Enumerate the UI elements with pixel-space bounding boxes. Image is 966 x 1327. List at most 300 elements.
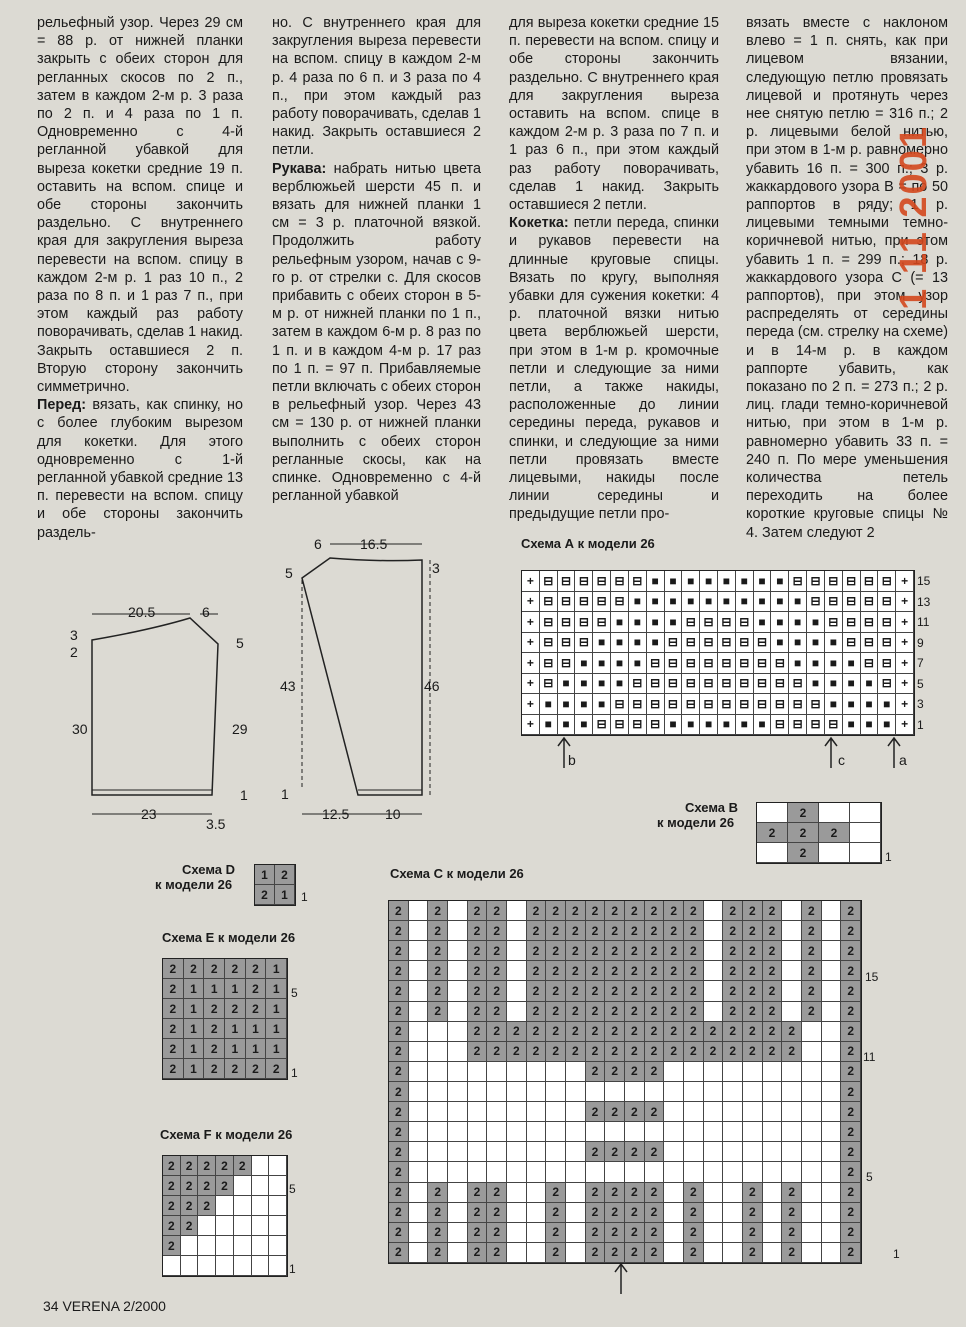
grid-cell: ⊟ [825,612,843,633]
grid-cell: 2 [546,901,566,921]
grid-cell: ⊟ [843,612,861,633]
grid-cell: ⊟ [665,674,683,695]
scheme-b-grid [756,802,882,864]
grid-cell [822,1183,842,1203]
grid-cell: ⊟ [754,653,772,674]
grid-cell: ■ [789,612,807,633]
grid-cell [664,1062,684,1082]
grid-cell: ⊟ [647,674,665,695]
grid-cell: 2 [841,1102,861,1122]
grid-cell: 2 [645,1243,665,1263]
grid-cell: + [522,715,540,736]
grid-cell: 2 [428,921,448,941]
grid-cell: 2 [605,961,625,981]
grid-cell: 2 [163,1176,181,1196]
grid-cell: 2 [389,941,409,961]
grid-cell: 2 [605,901,625,921]
grid-cell: 2 [181,1156,199,1176]
scheme-f-grid [162,1155,288,1277]
grid-cell [507,1223,527,1243]
grid-cell: 2 [586,981,606,1001]
grid-cell [664,1223,684,1243]
grid-cell: 2 [625,921,645,941]
grid-cell [527,1243,547,1263]
grid-cell: 2 [605,981,625,1001]
grid-cell [409,1203,429,1223]
grid-cell: 1 [184,999,205,1019]
grid-cell [527,1062,547,1082]
grid-cell: ■ [575,715,593,736]
grid-cell: 2 [763,1022,783,1042]
grid-cell: ■ [611,653,629,674]
grid-cell [684,1142,704,1162]
grid-cell [743,1122,763,1142]
grid-cell [782,1122,802,1142]
grid-cell [181,1256,199,1276]
grid-cell [409,1122,429,1142]
grid-cell: ■ [665,571,683,592]
grid-cell: ⊟ [878,592,896,613]
grid-cell: 2 [389,1183,409,1203]
grid-cell: ■ [540,715,558,736]
grid-cell: 2 [389,1022,409,1042]
grid-cell [723,1203,743,1223]
grid-cell: ■ [647,633,665,654]
grid-cell: ■ [629,592,647,613]
grid-cell [216,1236,234,1256]
grid-cell: ⊟ [718,674,736,695]
grid-cell: 1 [184,1059,205,1079]
grid-cell [704,1162,724,1182]
grid-cell [664,1183,684,1203]
grid-cell: ⊟ [789,694,807,715]
grid-cell [566,1162,586,1182]
grid-cell: ⊟ [647,653,665,674]
grid-cell: 2 [664,921,684,941]
grid-cell: 2 [389,1002,409,1022]
grid-cell: 2 [684,1243,704,1263]
grid-cell: 2 [428,1183,448,1203]
dim-label: 5 [285,565,293,581]
grid-cell: 2 [684,961,704,981]
grid-cell: ⊟ [665,694,683,715]
scheme-b-caption: к модели 26 [657,815,735,830]
grid-cell: ■ [647,592,665,613]
grid-cell: 2 [743,961,763,981]
grid-cell [684,1162,704,1182]
grid-cell: 2 [586,921,606,941]
grid-cell: ⊟ [665,633,683,654]
grid-cell: 2 [645,1062,665,1082]
grid-cell: ⊟ [682,653,700,674]
grid-cell: 2 [664,901,684,921]
grid-cell [704,981,724,1001]
grid-cell [428,1082,448,1102]
grid-cell: 2 [389,1243,409,1263]
grid-cell: 2 [743,1223,763,1243]
grid-cell: 2 [625,1042,645,1062]
grid-cell: 2 [389,901,409,921]
grid-cell: 2 [723,921,743,941]
grid-cell [409,941,429,961]
paragraph: набрать нитью цвета верблюжьей шерсти 45 п. и вязать для нижней планки 1 см = 3 р. платочной вязкой. Продолжить работу рельефным узором, начав с 9-го р. от стрелки с. Для скосов прибавить с обеих сторон в 5-м р. от нижней планки по 1 п., затем в каждом 6-м р. 8 раз по 1 п. и в каждом 4-м р. 17 раз по 1 п. = 97 п. Прибавляемые петли включать с обеих сторон в рельефный узор. Через 43 см = 130 р. от нижней планки выполнить с обеих сторон регланные скосы, как на спинке. Одновременно с 4-й регланной убавкой [272,160,481,505]
paragraph: рельефный узор. Через 29 см = 88 р. от нижней планки закрыть с обеих сторон для регланных скосов по 2 п., затем в каждом 2-м р. 3 раза по 2 п. и 4 раза по 1 п. Одновременно с 4-й регланной убавкой для выреза кокетки средние 19 п. оставить на вспом. спице и обе стороны закончить раздельно. С внутреннего края для закругления выреза перевести на вспом. спицу в каждом 2-м р. 1 раз 10 п., 2 раза по 8 п. и 1 раз 7 п., при этом каждый раз работу поворачивать, сделав 1 накид. Закрыть оставшиеся 2 п. Вторую сторону закончить симметрично. [37,15,243,396]
grid-cell: 2 [723,1002,743,1022]
grid-cell: 2 [841,1243,861,1263]
grid-cell: ⊟ [629,571,647,592]
grid-cell: ⊟ [878,633,896,654]
grid-cell: 2 [684,941,704,961]
grid-cell [757,803,788,823]
grid-cell: 2 [246,979,267,999]
grid-cell [252,1196,270,1216]
grid-cell [802,1022,822,1042]
grid-cell: ⊟ [647,715,665,736]
grid-cell: ⊟ [736,612,754,633]
grid-cell: 2 [527,901,547,921]
grid-cell [566,1062,586,1082]
grid-cell [527,1162,547,1182]
grid-cell [448,1022,468,1042]
row-label: 5 [291,986,298,1000]
dim-label: 23 [141,806,157,822]
grid-cell: 2 [841,961,861,981]
grid-cell [822,1122,842,1142]
grid-cell: 2 [841,901,861,921]
scheme-a-grid [521,570,915,736]
grid-cell: 2 [605,1142,625,1162]
grid-cell [704,921,724,941]
grid-cell [664,1162,684,1182]
grid-cell [409,921,429,941]
grid-cell: ⊟ [700,653,718,674]
grid-cell: ■ [861,694,879,715]
grid-cell: 2 [841,1002,861,1022]
grid-cell: 2 [566,921,586,941]
grid-cell: 1 [184,1039,205,1059]
grid-cell: ⊟ [789,674,807,695]
grid-cell: 2 [645,1203,665,1223]
grid-cell: 2 [204,999,225,1019]
grid-cell: 2 [428,1002,448,1022]
grid-cell [198,1256,216,1276]
grid-cell: 2 [743,921,763,941]
grid-cell [448,961,468,981]
arrow-label-a: a [899,752,907,768]
grid-cell: 2 [645,961,665,981]
grid-cell: ■ [700,571,718,592]
grid-cell: 2 [788,803,819,823]
grid-cell: 2 [684,1223,704,1243]
grid-cell: + [522,592,540,613]
grid-cell: ⊟ [540,674,558,695]
grid-cell: 2 [204,1059,225,1079]
grid-cell: ■ [629,612,647,633]
grid-cell [782,1162,802,1182]
grid-cell: 2 [163,1236,181,1256]
grid-cell [507,981,527,1001]
row-label: 13 [917,594,931,609]
grid-cell [507,1142,527,1162]
grid-cell [448,1002,468,1022]
grid-cell: 2 [605,1002,625,1022]
grid-cell [850,803,881,823]
grid-cell: ■ [754,612,772,633]
grid-cell [409,1142,429,1162]
grid-cell: 2 [389,921,409,941]
grid-cell: ⊟ [878,674,896,695]
grid-cell: 2 [428,941,448,961]
grid-cell [216,1216,234,1236]
grid-cell: 2 [487,981,507,1001]
grid-cell: ⊟ [558,592,576,613]
grid-cell: ⊟ [629,674,647,695]
grid-cell: ■ [665,612,683,633]
grid-cell: 2 [163,1019,184,1039]
row-label: 9 [917,635,924,650]
grid-cell: ⊟ [540,653,558,674]
grid-cell: 2 [389,1042,409,1062]
grid-cell [409,901,429,921]
text-column-2 [272,14,481,505]
grid-cell: 2 [389,1223,409,1243]
grid-cell: 2 [743,901,763,921]
dim-label: 2 [70,644,78,660]
grid-cell: ■ [611,633,629,654]
grid-cell [216,1256,234,1276]
grid-cell: 2 [546,1022,566,1042]
grid-cell: 2 [664,1022,684,1042]
dim-label: 3.5 [206,816,226,832]
grid-cell: 1 [204,979,225,999]
grid-cell: ■ [754,715,772,736]
grid-cell [566,1183,586,1203]
grid-cell: 2 [507,1042,527,1062]
grid-cell [782,1062,802,1082]
grid-cell: ■ [540,694,558,715]
grid-cell [743,1142,763,1162]
section-heading-front: Перед: [37,397,87,414]
grid-cell [428,1162,448,1182]
grid-cell [763,1223,783,1243]
grid-cell [507,1122,527,1142]
grid-cell: 2 [625,1223,645,1243]
grid-cell [507,921,527,941]
grid-cell: 2 [645,1183,665,1203]
grid-cell: 2 [468,1002,488,1022]
grid-cell [802,1102,822,1122]
grid-cell: 2 [625,1203,645,1223]
grid-cell: 1 [266,979,287,999]
grid-cell: 2 [841,1223,861,1243]
grid-cell [723,1062,743,1082]
grid-cell: ■ [575,694,593,715]
grid-cell [605,1082,625,1102]
grid-cell [269,1256,287,1276]
grid-cell: 2 [527,1022,547,1042]
grid-cell: 2 [487,941,507,961]
grid-cell: 2 [428,1203,448,1223]
grid-cell: 2 [645,981,665,1001]
grid-cell: 2 [184,959,205,979]
grid-cell [782,1002,802,1022]
grid-cell: ⊟ [558,653,576,674]
grid-cell [822,1142,842,1162]
dim-label: 1 [240,787,248,803]
grid-cell [850,843,881,863]
grid-cell: ⊟ [718,653,736,674]
grid-cell: ■ [647,571,665,592]
grid-cell: ■ [754,571,772,592]
dim-label: 6 [314,536,322,552]
grid-cell [822,1223,842,1243]
grid-cell: ■ [771,571,789,592]
grid-cell: ⊟ [878,653,896,674]
grid-cell [802,1183,822,1203]
grid-cell: ⊟ [771,694,789,715]
grid-cell: 2 [605,941,625,961]
grid-cell: ■ [575,653,593,674]
grid-cell: 2 [389,1142,409,1162]
grid-cell [507,1162,527,1182]
grid-cell: ■ [807,612,825,633]
scheme-c-caption: Схема С к модели 26 [390,866,524,881]
grid-cell: 2 [819,823,850,843]
grid-cell [684,1062,704,1082]
grid-cell [487,1062,507,1082]
grid-cell: ⊟ [593,571,611,592]
grid-cell: ⊟ [825,715,843,736]
grid-cell: 2 [566,1042,586,1062]
grid-cell: ⊟ [789,715,807,736]
grid-cell: ■ [825,653,843,674]
grid-cell: 2 [763,1002,783,1022]
grid-cell: ⊟ [575,592,593,613]
row-label: 15 [865,970,879,984]
grid-cell: ⊟ [754,674,772,695]
grid-cell: ■ [807,674,825,695]
grid-cell [448,1162,468,1182]
grid-cell [546,1142,566,1162]
grid-cell: 2 [763,901,783,921]
grid-cell [743,1062,763,1082]
grid-cell [507,1203,527,1223]
grid-cell [723,1142,743,1162]
grid-cell: 2 [255,885,275,905]
grid-cell: 2 [389,1082,409,1102]
dim-label: 1 [281,786,289,802]
grid-cell: + [522,571,540,592]
grid-cell [704,1102,724,1122]
grid-cell: 2 [546,1042,566,1062]
grid-cell: + [896,612,914,633]
grid-cell: ⊟ [861,612,879,633]
arrow-label-b: b [568,752,576,768]
paragraph: вязать, как спинку, но с более глубоким вырезом для кокетки. Для этого одновременно с 1-й регланной убавкой средние 13 п. перевести на вспом. спицу и обе стороны закончить раздель- [37,397,243,541]
grid-cell: 2 [802,961,822,981]
grid-cell [546,1162,566,1182]
grid-cell [409,1183,429,1203]
grid-cell: 2 [468,1243,488,1263]
grid-cell: ⊟ [789,571,807,592]
grid-cell [448,1243,468,1263]
grid-cell [763,1162,783,1182]
grid-cell [704,1203,724,1223]
grid-cell: ⊟ [861,633,879,654]
grid-cell: ■ [629,653,647,674]
grid-cell [428,1102,448,1122]
grid-cell [822,1082,842,1102]
grid-cell: 2 [428,1223,448,1243]
grid-cell: ⊟ [575,633,593,654]
grid-cell: 2 [605,1223,625,1243]
grid-cell: 2 [546,1243,566,1263]
grid-cell: 2 [841,981,861,1001]
grid-cell: 2 [763,941,783,961]
grid-cell: 2 [605,1183,625,1203]
grid-cell [605,1122,625,1142]
grid-cell: 2 [487,921,507,941]
grid-cell: 2 [389,1203,409,1223]
grid-cell [586,1122,606,1142]
grid-cell: ■ [807,653,825,674]
grid-cell: ⊟ [700,674,718,695]
grid-cell [448,1062,468,1082]
grid-cell: 1 [275,885,295,905]
grid-cell: ⊟ [771,715,789,736]
scheme-d-caption: к модели 26 [155,877,233,892]
grid-cell [448,1203,468,1223]
grid-cell [704,1062,724,1082]
grid-cell: 2 [664,1042,684,1062]
grid-cell: ⊟ [611,694,629,715]
grid-cell [527,1122,547,1142]
grid-cell: ■ [736,571,754,592]
grid-cell: 2 [468,1203,488,1223]
grid-cell: ⊟ [540,571,558,592]
grid-cell [409,1102,429,1122]
grid-cell: 1 [266,959,287,979]
grid-cell: 2 [428,1243,448,1263]
grid-cell: 2 [163,1039,184,1059]
grid-cell: ■ [558,694,576,715]
grid-cell: ⊟ [629,694,647,715]
grid-cell [566,1082,586,1102]
grid-cell [428,1122,448,1142]
grid-cell: 2 [802,1002,822,1022]
grid-cell: 2 [645,941,665,961]
dim-label: 29 [232,721,248,737]
grid-cell: ⊟ [700,612,718,633]
grid-cell: ⊟ [878,612,896,633]
grid-cell: ■ [843,715,861,736]
grid-cell [723,1183,743,1203]
grid-cell [782,1102,802,1122]
grid-cell [428,1022,448,1042]
grid-cell [468,1062,488,1082]
grid-cell: 2 [234,1156,252,1176]
row-label: 1 [291,1066,298,1080]
grid-cell: ⊟ [629,715,647,736]
grid-cell [546,1062,566,1082]
grid-cell [234,1236,252,1256]
grid-cell [782,1142,802,1162]
grid-cell: 2 [586,1002,606,1022]
grid-cell: 2 [487,1022,507,1042]
grid-cell [163,1256,181,1276]
dim-label: 30 [72,721,88,737]
grid-cell: 1 [246,1019,267,1039]
